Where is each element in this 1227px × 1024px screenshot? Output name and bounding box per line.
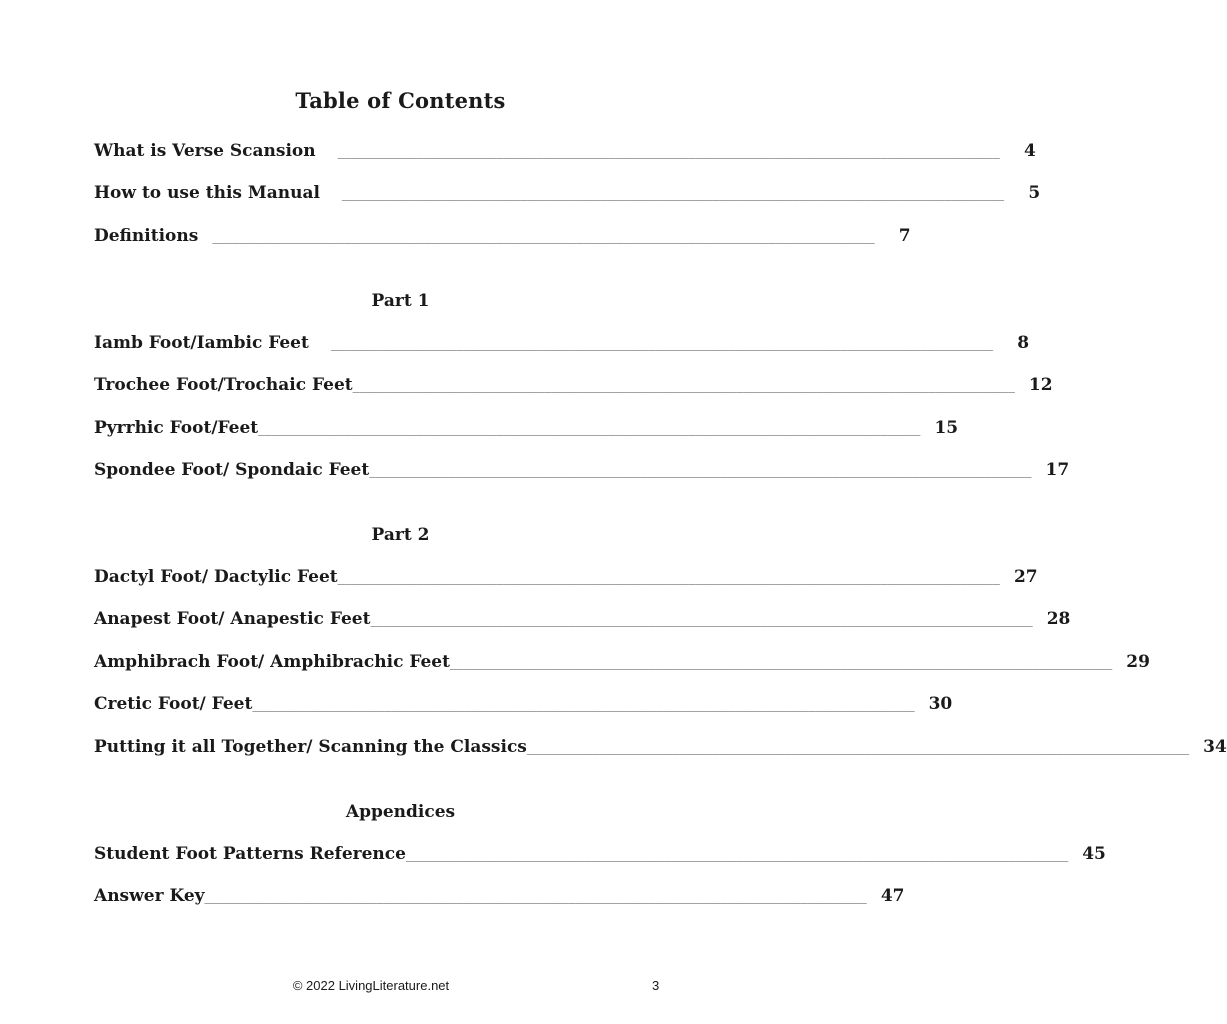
toc-entry-page: 34: [1203, 737, 1227, 757]
toc-entry-foot-patterns[interactable]: [94, 844, 1106, 870]
toc-entry-label: Spondee Foot/ Spondaic Feet: [94, 460, 370, 480]
toc-entry-page: 15: [934, 418, 959, 438]
toc-entry-label: How to use this Manual: [94, 183, 320, 203]
toc-entry-anapest[interactable]: [94, 609, 1071, 635]
dot-leader: ____________________________________________________________________________________________________: [370, 614, 1033, 627]
toc-entry-trochee[interactable]: [94, 375, 1053, 401]
toc-entry-label: Iamb Foot/Iambic Feet: [94, 333, 309, 353]
toc-entry-label: Dactyl Foot/ Dactylic Feet: [94, 567, 338, 587]
toc-entry-label: Putting it all Together/ Scanning the Classics: [94, 737, 527, 757]
toc-entry-page: 8: [1017, 333, 1030, 353]
toc-entry-label: Answer Key: [94, 886, 205, 906]
toc-entry-amphibrach[interactable]: [94, 652, 1150, 678]
toc-entry-page: 4: [1024, 141, 1036, 161]
toc-entry-label: Student Foot Patterns Reference: [94, 844, 406, 864]
toc-entry-page: 30: [928, 694, 953, 714]
dot-leader: ____________________________________________________________________________________________________: [252, 699, 915, 712]
toc-entry-page: 7: [898, 226, 911, 246]
toc-entry-iamb[interactable]: [94, 333, 1030, 359]
section-heading-appendices: Appendices: [345, 802, 456, 822]
toc-entry-label: Trochee Foot/Trochaic Feet: [94, 375, 353, 395]
toc-entry-label: Anapest Foot/ Anapestic Feet: [94, 609, 371, 629]
dot-leader: ____________________________________________________________________________________________________: [337, 146, 1000, 159]
toc-entry-label: Pyrrhic Foot/Feet: [94, 418, 259, 438]
toc-entry-cretic[interactable]: [94, 694, 953, 720]
toc-entry-verse-scansion[interactable]: [94, 141, 1036, 167]
toc-entry-putting-together[interactable]: [94, 737, 1227, 763]
page-title: Table of Contents: [295, 88, 506, 113]
dot-leader: ____________________________________________________________________________________________________: [204, 891, 867, 904]
toc-entry-pyrrhic[interactable]: [94, 418, 959, 444]
dot-leader: ____________________________________________________________________________________________________: [337, 572, 1000, 585]
dot-leader: ____________________________________________________________________________________________________: [449, 657, 1113, 670]
footer-copyright: © 2022 LivingLiterature.net: [292, 978, 450, 993]
toc-entry-label: Cretic Foot/ Feet: [94, 694, 253, 714]
dot-leader: ____________________________________________________________________________________________________: [330, 338, 994, 351]
section-heading-part-1: Part 1: [371, 291, 430, 311]
dot-leader: ____________________________________________________________________________________________________: [352, 380, 1015, 393]
dot-leader: ____________________________________________________________________________________________________: [258, 423, 921, 436]
toc-entry-spondee[interactable]: [94, 460, 1070, 486]
toc-entry-page: 29: [1126, 652, 1150, 672]
toc-entry-page: 27: [1013, 567, 1038, 587]
toc-entry-label: What is Verse Scansion: [94, 141, 316, 161]
dot-leader: ____________________________________________________________________________________________________: [212, 231, 875, 244]
toc-entry-answer-key[interactable]: [94, 886, 905, 912]
toc-entry-label: Definitions: [94, 226, 199, 246]
toc-entry-page: 28: [1046, 609, 1071, 629]
dot-leader: ____________________________________________________________________________________________________: [526, 742, 1190, 755]
toc-entry-page: 5: [1028, 183, 1041, 203]
dot-leader: ____________________________________________________________________________________________________: [369, 465, 1032, 478]
toc-entry-label: Amphibrach Foot/ Amphibrachic Feet: [94, 652, 450, 672]
toc-entry-dactyl[interactable]: [94, 567, 1038, 593]
toc-entry-definitions[interactable]: [94, 226, 911, 252]
toc-entry-page: 45: [1082, 844, 1106, 864]
dot-leader: ____________________________________________________________________________________________________: [341, 188, 1005, 201]
toc-entry-page: 17: [1045, 460, 1070, 480]
toc-entry-page: 47: [880, 886, 905, 906]
section-heading-part-2: Part 2: [371, 525, 430, 545]
toc-entry-how-to-use[interactable]: [94, 183, 1041, 209]
dot-leader: ____________________________________________________________________________________________________: [405, 849, 1069, 862]
footer-page-number: 3: [652, 978, 660, 993]
toc-entry-page: 12: [1028, 375, 1053, 395]
